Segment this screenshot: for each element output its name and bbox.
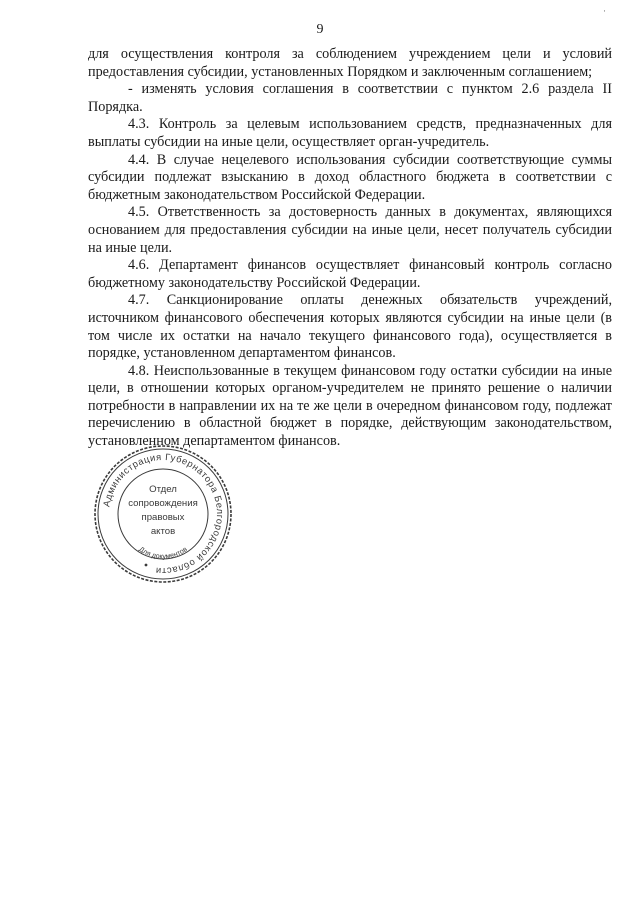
document-body: [88, 46, 612, 451]
paragraph-4-3: 4.3. Контроль за целевым использованием средств, предназначенных для выплаты субсидии на иные цели, осуществляет орган-учредитель.: [88, 116, 612, 150]
stamp-line-2: сопровождения: [128, 498, 198, 509]
svg-text:Для документов: [137, 546, 189, 561]
stamp-line-3: правовых: [141, 512, 185, 523]
paragraph-4-5: 4.5. Ответственность за достоверность данных в документах, являющихся основанием для предоставления субсидии на иные цели, несет получатель субсидии на иные цели.: [88, 204, 612, 256]
paragraph-4-7: 4.7. Санкционирование оплаты денежных обязательств учреждений, источником финансового обеспечения которых являются субсидии на иные цели (в том числе их остатки на начало текущего финансового года), осуществляется в порядке, установленном департаментом финансов.: [88, 292, 612, 362]
paragraph-4-8: 4.8. Неиспользованные в текущем финансовом году остатки субсидии на иные цели, в отношении которых органом-учредителем не принято решение о наличии потребности в направлении их на те же цели в очередном финансовом году, подлежат перечислению в областной бюджет в порядке, действующим законодательством, установленном департаментом финансов.: [88, 362, 612, 450]
stamp-line-4: актов: [150, 526, 176, 537]
official-stamp: [92, 443, 234, 585]
stamp-ring-text: Администрация Губернатора Белгородской области: [100, 450, 227, 578]
page-number: 9: [316, 22, 324, 37]
stamp-line-1: Отдел: [149, 484, 177, 495]
stamp-dot: [145, 564, 148, 567]
paragraph-continuation: для осуществления контроля за соблюдением учреждением цели и условий предоставления субсидии, установленных Порядком и заключенным соглашением;: [88, 46, 612, 80]
stamp-inner-arc-text: Для документов: [137, 546, 189, 561]
corner-mark: ·: [603, 6, 606, 16]
paragraph-list-item: - изменять условия соглашения в соответствии с пунктом 2.6 раздела II Порядка.: [88, 81, 612, 115]
paragraph-4-6: 4.6. Департамент финансов осуществляет финансовый контроль согласно бюджетному законодательству Российской Федерации.: [88, 257, 612, 291]
paragraph-4-4: 4.4. В случае нецелевого использования субсидии соответствующие суммы субсидии подлежат взысканию в доход областного бюджета в соответствии с бюджетным законодательством Российской Федерации.: [88, 151, 612, 203]
